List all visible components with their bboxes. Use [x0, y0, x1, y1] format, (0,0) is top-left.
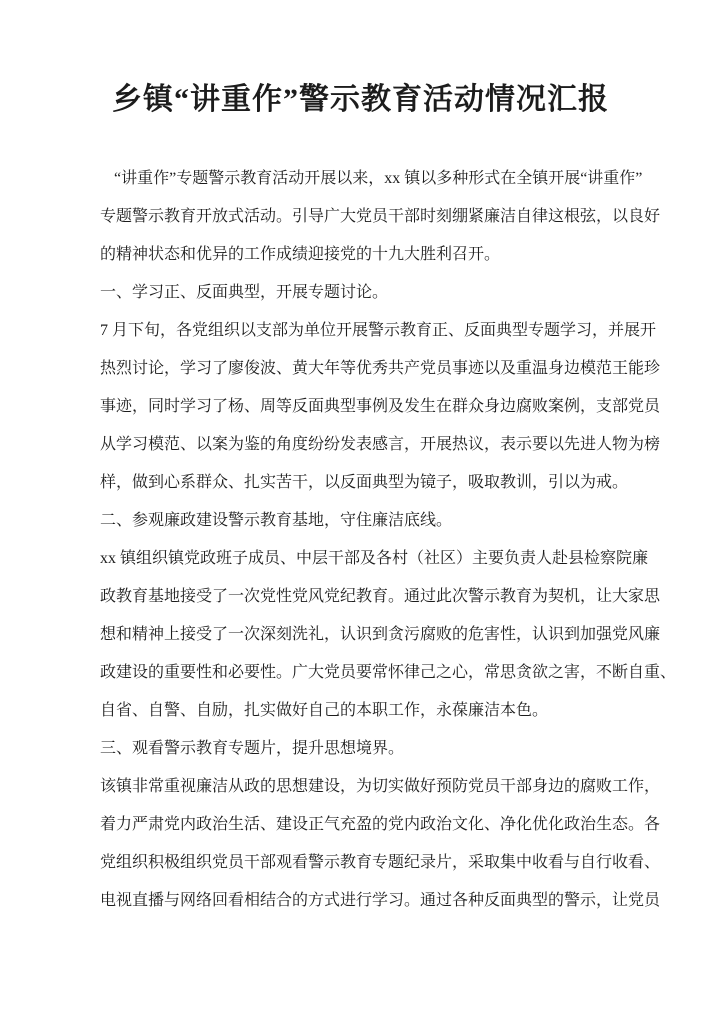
- text-line: 的精神状态和优异的工作成绩迎接党的十九大胜利召开。: [100, 246, 501, 263]
- text-line: 专题警示教育开放式活动。引导广大党员干部时刻绷紧廉洁自律这根弦，以良好: [100, 208, 661, 225]
- text-line: 党组织积极组织党员干部观看警示教育专题纪录片，采取集中收看与自行收看、: [100, 854, 661, 871]
- text-line: 样，做到心系群众、扎实苦干，以反面典型为镜子，吸取教训，引以为戒。: [100, 474, 629, 491]
- section-heading: [100, 730, 631, 768]
- text-line: 事迹，同时学习了杨、周等反面典型事例及发生在群众身边腐败案例，支部党员: [100, 398, 661, 415]
- text-line: 想和精神上接受了一次深刻洗礼，认识到贪污腐败的危害性，认识到加强党风廉: [100, 626, 661, 643]
- text-line: 一、学习正、反面典型，开展专题讨论。: [100, 284, 389, 301]
- text-line: “讲重作”专题警示教育活动开展以来，xx 镇以多种形式在全镇开展“讲重作”: [114, 170, 643, 187]
- text-line: 二、参观廉政建设警示教育基地，守住廉洁底线。: [100, 512, 453, 529]
- paragraph: [100, 540, 677, 730]
- paragraph: [100, 768, 661, 920]
- section-heading: [100, 274, 631, 312]
- text-line: 三、观看警示教育专题片，提升思想境界。: [100, 740, 405, 757]
- text-line: xx 镇组织镇党政班子成员、中层干部及各村（社区）主要负责人赴县检察院廉: [100, 550, 649, 567]
- text-line: 7 月下旬，各党组织以支部为单位开展警示教育正、反面典型专题学习，并展开: [100, 322, 657, 339]
- text-line: 着力严肃党内政治生活、建设正气充盈的党内政治文化、净化优化政治生态。各: [100, 816, 661, 833]
- paragraph: [100, 160, 661, 274]
- text-line: 从学习模范、以案为鉴的角度纷纷发表感言，开展热议，表示要以先进人物为榜: [100, 436, 661, 453]
- section-heading: [100, 502, 631, 540]
- document-body: [100, 160, 677, 920]
- text-line: 自省、自警、自励，扎实做好自己的本职工作，永葆廉洁本色。: [100, 702, 549, 719]
- text-line: 该镇非常重视廉洁从政的思想建设，为切实做好预防党员干部身边的腐败工作，: [100, 778, 661, 795]
- document-title: 乡镇“讲重作”警示教育活动情况汇报: [112, 83, 609, 116]
- text-line: 政建设的重要性和必要性。广大党员要常怀律己之心，常思贪欲之害，不断自重、: [100, 664, 677, 681]
- text-line: 热烈讨论，学习了廖俊波、黄大年等优秀共产党员事迹以及重温身边模范王能珍: [100, 360, 661, 377]
- text-line: 电视直播与网络回看相结合的方式进行学习。通过各种反面典型的警示，让党员: [100, 892, 661, 909]
- text-line: 政教育基地接受了一次党性党风党纪教育。通过此次警示教育为契机，让大家思: [100, 588, 661, 605]
- paragraph: [100, 312, 661, 502]
